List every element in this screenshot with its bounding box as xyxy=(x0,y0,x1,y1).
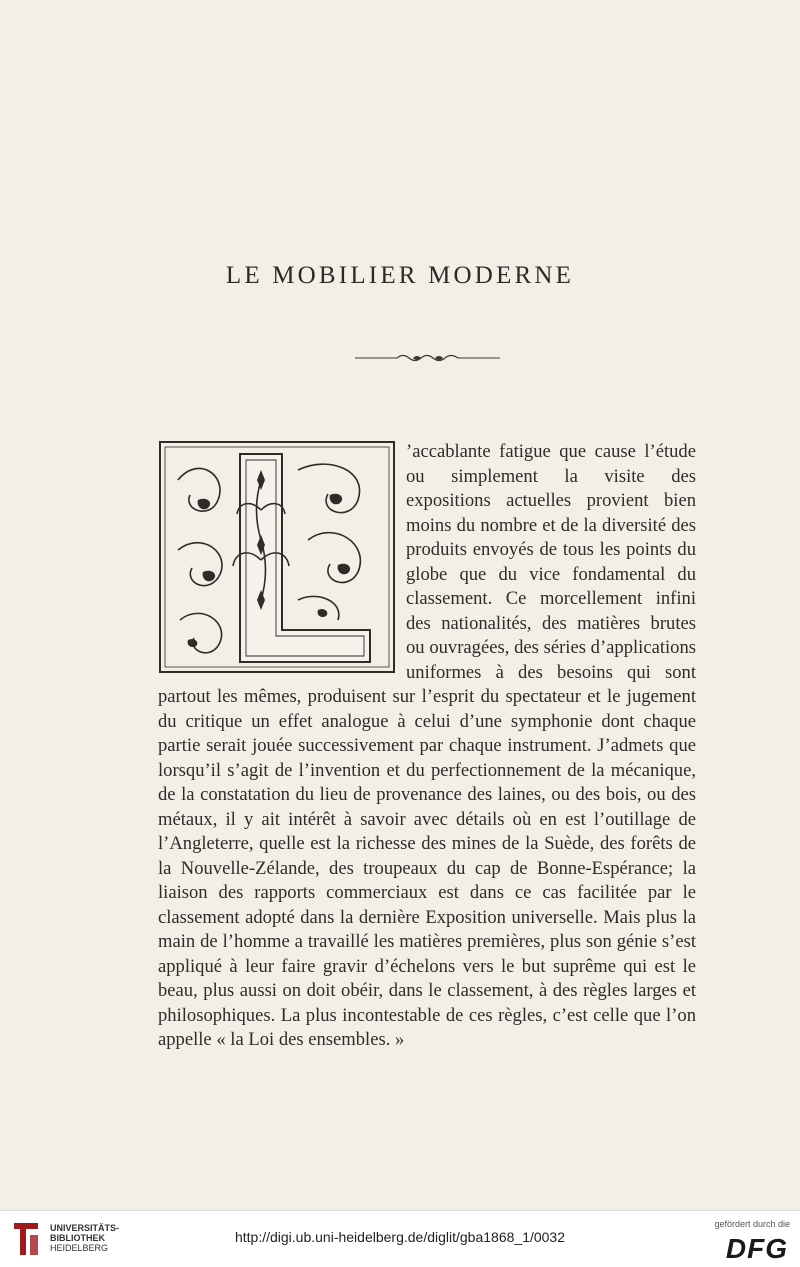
digitization-footer xyxy=(0,1210,800,1267)
page-title: LE MOBILIER MODERNE xyxy=(225,262,575,289)
body-paragraph xyxy=(158,440,696,1053)
dfg-logo: DFG xyxy=(725,1233,788,1264)
body-text: ’accablante fatigue que cause l’étude ou simplement la visite des expositions actuelles provient bien moins du nombre et de la diversité des produits envoyés de tous les points du globe que du vice fondamental du classement. Ce morcellement infini des nationalités, des matières brutes ou ouvragées, des séries d’applications uniformes à des besoins qui sont partout les mêmes, produisent sur l’esprit du spectateur et le jugement du critique un effet analogue à celui d’une symphonie dont chaque partie serait jouée successivement par chaque instrument. J’admets que lorsqu’il s’agit de l’invention et du perfectionnement de la mécanique, de la constatation du lieu de provenance des laines, ou des bois, ou des métaux, il y ait intérêt à savoir avec détails où en est l’outillage de l’Angleterre, quelle est la richesse des mines de la Suède, des forêts de la Nouvelle-Zélande, des troupeaux du cap de Bonne-Espérance; la liaison des rapports commerciaux est dans ce cas facilitée par le classement adopté dans la dernière Exposition universelle. Mais plus la main de l’homme a travaillé les matières premières, plus son génie s’est appliqué à leur faire gravir d’échelons vers le but suprême qui est le beau, plus aussi on doit obéir, dans le classement, à des règles larges et philosophiques. La plus incontestable de ces règles, c’est celle que l’on appelle « la Loi des ensembles. » xyxy=(158,441,696,1050)
permalink-url[interactable]: http://digi.ub.uni-heidelberg.de/diglit/gba1868_1/0032 xyxy=(234,1229,566,1245)
ornament-divider xyxy=(355,350,500,366)
funding-note: gefördert durch die xyxy=(714,1219,790,1229)
library-name: UNIVERSITÄTS- BIBLIOTHEK HEIDELBERG xyxy=(50,1223,120,1253)
decorated-initial-l-icon xyxy=(158,440,396,674)
decorated-initial xyxy=(158,440,396,674)
